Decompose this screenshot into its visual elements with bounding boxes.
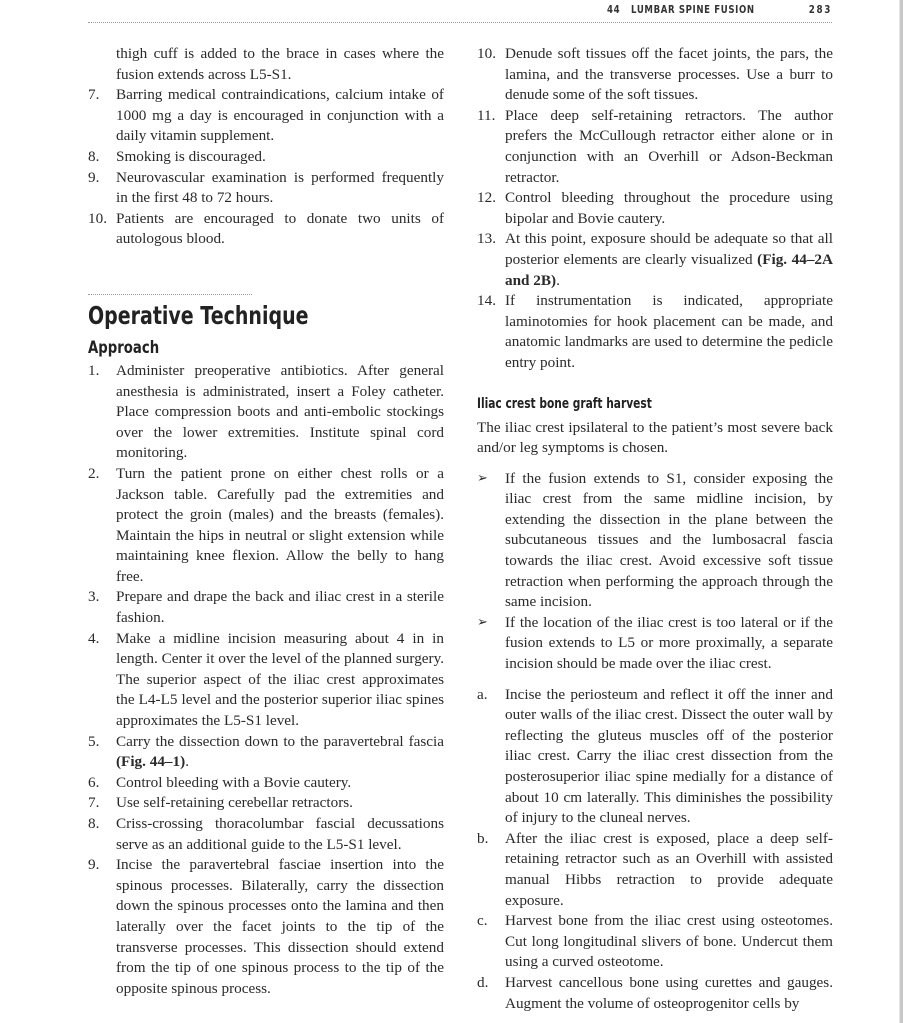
- item-number: 6.: [88, 773, 100, 791]
- bullet-item: [477, 613, 833, 675]
- item-text: Control bleeding with a Bovie cautery.: [116, 773, 352, 791]
- item-text: Use self-retaining cerebellar retractors.: [116, 794, 353, 812]
- item-text: Turn the patient prone on either chest rolls or a Jackson table. Carefully pad the extremities and protect the groin (males) and the breasts (females). Maintain the hips in neutral or slight extension while maintaining knee flexion. Allow the belly to hang free.: [116, 464, 444, 585]
- list-item: [477, 229, 833, 291]
- item-number: 12.: [477, 189, 496, 207]
- item-text: Harvest cancellous bone using curettes and gauges. Augment the volume of osteoprogenitor cells by: [505, 973, 833, 1012]
- item-number: 7.: [88, 794, 100, 812]
- list-item: [477, 44, 833, 106]
- item-text: Make a midline incision measuring about 4 in in length. Center it over the level of the planned surgery. The superior aspect of the iliac crest approximates the L4-L5 level and the posterior superior iliac spines approximates the L5-S1 level.: [116, 629, 444, 730]
- list-item: [88, 464, 444, 588]
- list-item: [88, 168, 444, 209]
- item-text-end: .: [556, 271, 560, 289]
- item-number: 8.: [88, 147, 100, 165]
- right-column: [477, 44, 833, 1014]
- item-text: At this point, exposure should be adequate so that all posterior elements are clearly visualized: [505, 230, 833, 268]
- item-text: Neurovascular examination is performed frequently in the first 48 to 72 hours.: [116, 168, 444, 207]
- page-edge: [899, 0, 903, 1023]
- item-text: Administer preoperative antibiotics. After general anesthesia is administrated, insert a Foley catheter. Place compression boots and anti-embolic stockings over the lower extremities. Institute spinal cord monitoring.: [116, 361, 444, 462]
- list-item: [88, 629, 444, 732]
- item-number: 11.: [477, 106, 496, 124]
- chapter-title-text: LUMBAR SPINE FUSION: [631, 3, 755, 16]
- list-item: [88, 732, 444, 773]
- graft-steps: [477, 685, 833, 1015]
- item-text: Denude soft tissues off the facet joints, the pars, the lamina, and the transverse processes. Use a burr to denude some of the soft tissues.: [505, 45, 833, 104]
- item-number: 4.: [88, 629, 100, 647]
- section-heading: Operative Technique: [88, 300, 309, 330]
- list-item: [88, 793, 444, 814]
- item-text: Place deep self-retaining retractors. The author prefers the McCullough retractor either alone or in conjunction with an Overhill or Adson-Beckman retractor.: [505, 106, 833, 186]
- section-divider: [88, 294, 252, 295]
- list-item: [477, 911, 833, 973]
- item-text: Criss-crossing thoracolumbar fascial decussations serve as an additional guide to the L5-S1 level.: [116, 815, 444, 853]
- item-letter: c.: [477, 912, 488, 930]
- item-number: 10.: [477, 45, 496, 62]
- item-letter: d.: [477, 973, 489, 991]
- approach-list-continued: [477, 44, 833, 374]
- chapter-number: 44: [607, 3, 621, 16]
- item-text: Incise the periosteum and reflect it off the inner and outer walls of the iliac crest. Dissect the outer wall by reflecting the gluteus muscles off of the posterior iliac crest. Carry the iliac crest dissection from the posterosuperior iliac spine medially for a distance of about 10 cm laterally. This diminishes the possibility of injury to the cluneal nerves.: [505, 685, 833, 827]
- item-number: 14.: [477, 292, 496, 310]
- figure-reference: (Fig. 44–1): [116, 753, 186, 771]
- item-number: 2.: [88, 464, 100, 482]
- list-item: [477, 973, 833, 1014]
- item-number: 5.: [88, 732, 100, 750]
- graft-bullets: [477, 469, 833, 675]
- list-item: [88, 587, 444, 628]
- arrowhead-bullet-icon: ➢: [477, 470, 488, 486]
- list-item: [88, 147, 444, 168]
- item-number: 10.: [88, 209, 107, 227]
- item-number: 9.: [88, 168, 100, 186]
- item-text: Harvest bone from the iliac crest using osteotomes. Cut long longitudinal slivers of bone. Undercut them using a curved osteotome.: [505, 912, 833, 971]
- list-item: [88, 209, 444, 250]
- bullet-text: If the fusion extends to S1, consider exposing the iliac crest from the same midline incision, by extending the dissection in the plane between the subcutaneous tissues and the lumbosacral fascia towards the iliac crest. Avoid excessive soft tissue retraction when performing the approach through the same incision.: [505, 469, 833, 611]
- list-item: [88, 361, 444, 464]
- item-number: 8.: [88, 815, 100, 832]
- list-item: [88, 85, 444, 147]
- list-item: [477, 188, 833, 229]
- item-text: Patients are encouraged to donate two units of autologous blood.: [116, 209, 444, 248]
- list-item: [477, 685, 833, 829]
- item-number: 13.: [477, 230, 496, 248]
- approach-list: [88, 361, 444, 999]
- list-item: [477, 829, 833, 911]
- bullet-item: [477, 469, 833, 613]
- list-item: [477, 291, 833, 373]
- item-letter: b.: [477, 829, 489, 847]
- list-item: [88, 773, 444, 794]
- continuation-text: thigh cuff is added to the brace in cases where the fusion extends across L5-S1.: [116, 45, 444, 83]
- left-column: [88, 44, 444, 999]
- bullet-text: If the location of the iliac crest is too lateral or if the fusion extends to L5 or more proximally, a separate incision should be made over the iliac crest.: [505, 613, 833, 673]
- item-number: 3.: [88, 588, 100, 606]
- item-letter: a.: [477, 685, 488, 703]
- figure-reference: (Fig. 44–2A and 2B): [505, 250, 833, 289]
- item-number: 1.: [88, 361, 100, 379]
- page-number: 283: [808, 3, 832, 16]
- item-number: 9.: [88, 856, 100, 874]
- item-text: Carry the dissection down to the paravertebral fascia: [116, 732, 444, 750]
- item-text: Incise the paravertebral fasciae insertion into the spinous processes. Bilaterally, carry the dissection down the spinous processes onto the lamina and then laterally over the facet joints to the tip of the transverse processes. This dissection should extend from the tip of one spinous process to the tip of the opposite spinous process.: [116, 856, 444, 997]
- arrowhead-bullet-icon: ➢: [477, 614, 488, 630]
- item-number: 7.: [88, 86, 100, 104]
- item-text: If instrumentation is indicated, appropriate laminotomies for hook placement can be made, and anatomic landmarks are used to determine the pedicle entry point.: [505, 292, 833, 371]
- item-text: After the iliac crest is exposed, place a deep self-retaining retractor such as an Overhill with assisted manual Hibbs retraction to provide adequate exposure.: [505, 829, 833, 909]
- item-text: Smoking is discouraged.: [116, 147, 266, 165]
- item-text: Prepare and drape the back and iliac crest in a sterile fashion.: [116, 588, 444, 627]
- postop-list: [88, 85, 444, 250]
- running-header: [88, 0, 832, 23]
- graft-heading: Iliac crest bone graft harvest: [477, 395, 652, 412]
- list-item: [477, 106, 833, 188]
- subsection-heading: Approach: [88, 337, 160, 358]
- list-item: [88, 814, 444, 855]
- list-item: [88, 855, 444, 999]
- chapter-title: [607, 3, 755, 16]
- graft-intro: The iliac crest ipsilateral to the patient’s most severe back and/or leg symptoms is chosen.: [477, 418, 833, 457]
- item-text: Barring medical contraindications, calcium intake of 1000 mg a day is encouraged in conjunction with a daily vitamin supplement.: [116, 86, 444, 145]
- item-text-end: .: [185, 753, 189, 771]
- item-text: Control bleeding throughout the procedure using bipolar and Bovie cautery.: [505, 189, 833, 227]
